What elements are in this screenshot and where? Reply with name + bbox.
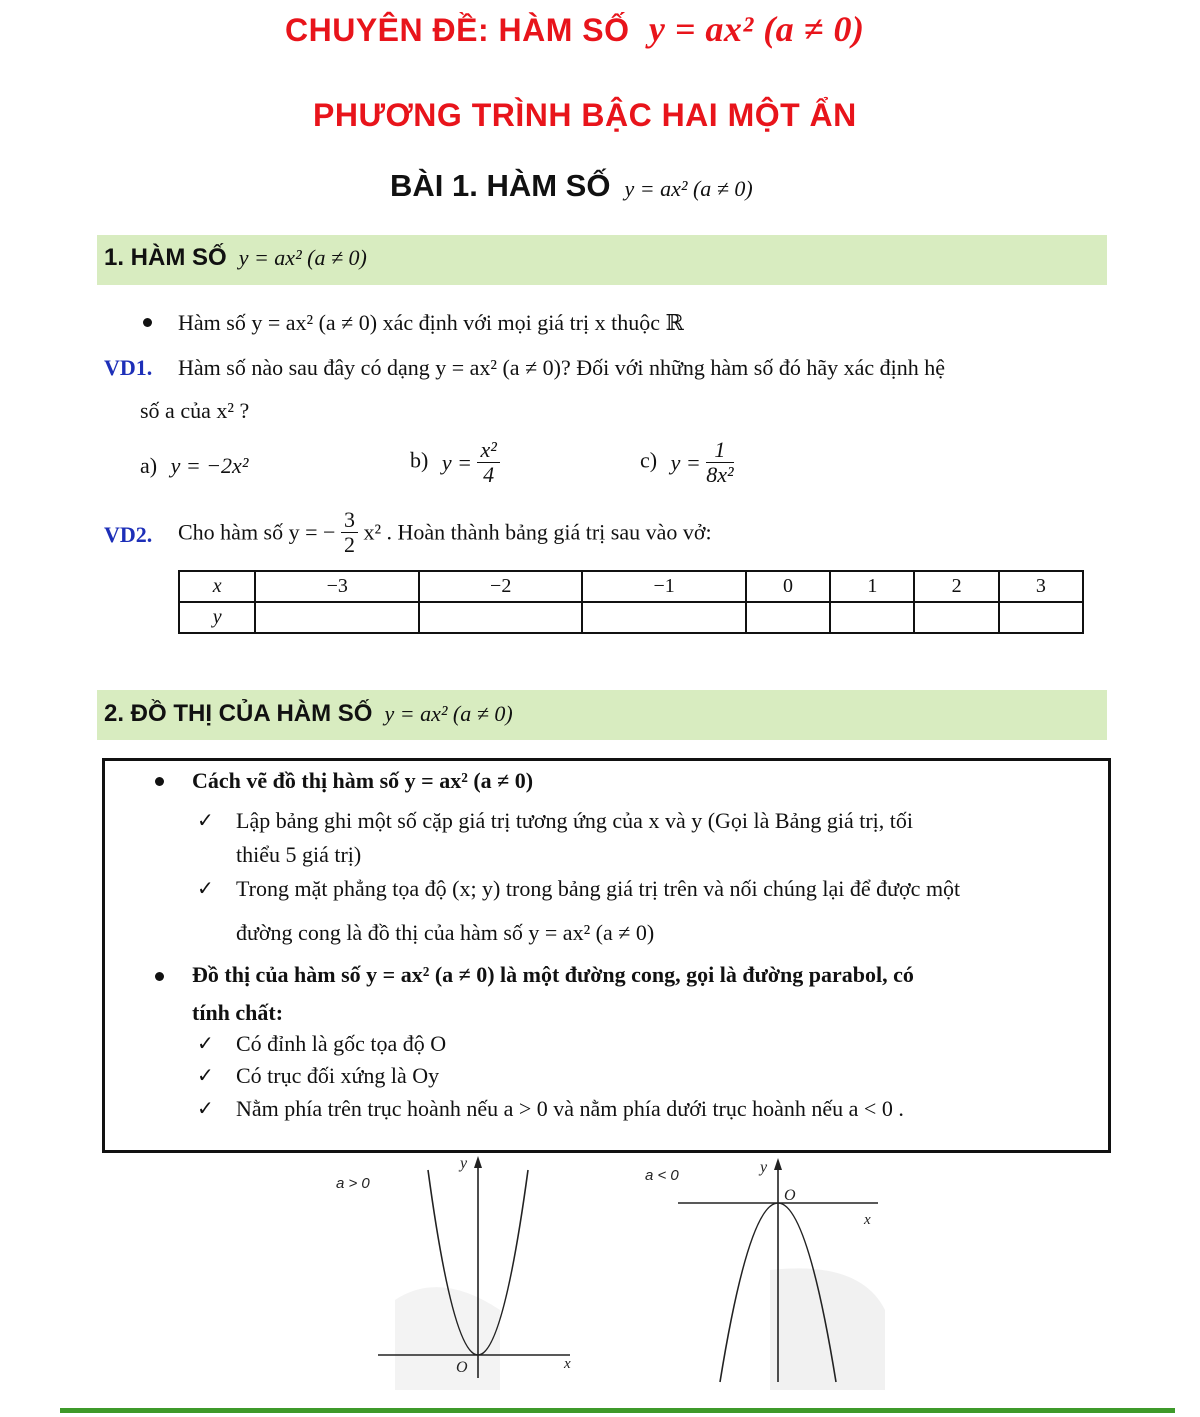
bullet-dot	[155, 777, 164, 786]
property-axis: Có trục đối xứng là Oy	[236, 1063, 440, 1088]
value-table	[178, 570, 1084, 634]
table-cell: 2	[914, 571, 998, 602]
check-icon: ✓	[197, 1096, 214, 1120]
check-icon: ✓	[197, 1031, 214, 1055]
bullet-dot	[155, 972, 164, 981]
lesson-title	[390, 168, 753, 204]
table-cell	[582, 602, 745, 633]
table-cell: −1	[582, 571, 745, 602]
box-bullet-1: Cách vẽ đồ thị hàm số y = ax² (a ≠ 0)	[192, 768, 534, 793]
table-row-y	[179, 602, 1083, 633]
parabola-graphs	[300, 1150, 920, 1390]
main-title-text: CHUYÊN ĐỀ: HÀM SỐ	[285, 12, 630, 48]
vd2-denominator: 2	[343, 532, 355, 557]
section1-heading	[104, 244, 367, 272]
vd1-line1: Hàm số nào sau đây có dạng y = ax² (a ≠ 0)? Đối với những hàm số đó hãy xác định hệ	[178, 355, 946, 380]
footer-rule	[60, 1408, 1175, 1413]
check-icon: ✓	[197, 808, 214, 832]
vd2-label: VD2.	[104, 522, 153, 547]
option-b-denominator: 4	[483, 462, 495, 487]
option-c	[640, 438, 734, 487]
subtitle	[313, 97, 857, 134]
box-bullet-2-line2: tính chất:	[192, 1000, 284, 1025]
vd2-post: x² . Hoàn thành bảng giá trị sau vào vở:	[363, 519, 712, 545]
watermark-shape	[395, 1287, 500, 1390]
check-icon: ✓	[197, 1063, 214, 1087]
table-cell: x	[179, 571, 255, 602]
option-a-label: a)	[140, 453, 158, 478]
section1-heading-text: 1. HÀM SỐ	[104, 244, 227, 271]
table-cell: 0	[746, 571, 830, 602]
section2-heading	[104, 700, 513, 728]
option-c-fraction	[706, 438, 733, 487]
table-cell	[419, 602, 582, 633]
table-cell: 3	[999, 571, 1083, 602]
property-position: Nằm phía trên trục hoành nếu a > 0 và nằm phía dưới trục hoành nếu a < 0 .	[236, 1096, 904, 1121]
subtitle-text: PHƯƠNG TRÌNH BẬC HAI MỘT ẨN	[313, 97, 857, 133]
graph-right-origin: O	[784, 1187, 796, 1204]
vd1-label: VD1.	[104, 355, 153, 380]
table-cell: y	[179, 602, 255, 633]
option-a-formula: y = −2x²	[170, 453, 249, 478]
table-cell	[999, 602, 1083, 633]
table-cell: 1	[830, 571, 914, 602]
table-cell: −2	[419, 571, 582, 602]
graph-left-x-label: x	[564, 1356, 571, 1372]
section1-heading-formula: y = ax² (a ≠ 0)	[238, 245, 367, 270]
lesson-title-text: BÀI 1. HÀM SỐ	[390, 168, 611, 203]
y-axis-arrow-icon	[474, 1156, 482, 1168]
graph-left-origin: O	[456, 1359, 468, 1376]
lesson-title-formula: y = ax² (a ≠ 0)	[624, 176, 753, 201]
box-check-2-line1: Trong mặt phẳng tọa độ (x; y) trong bảng giá trị trên và nối chúng lại để được một	[236, 876, 961, 901]
bullet-dot	[143, 318, 152, 327]
table-cell	[255, 602, 418, 633]
option-b-label: b)	[410, 447, 429, 473]
vd1-line2: số a của x² ?	[140, 398, 250, 423]
vd2-fraction	[341, 508, 358, 557]
box-bullet-2-line1: Đồ thị của hàm số y = ax² (a ≠ 0) là một đường cong, gọi là đường parabol, có	[192, 962, 914, 987]
box-check-1-line1: Lập bảng ghi một số cặp giá trị tương ứng của x và y (Gọi là Bảng giá trị, tối	[236, 808, 914, 833]
vd2-numerator: 3	[341, 508, 358, 533]
table-cell: −3	[255, 571, 418, 602]
main-title-formula: y = ax² (a ≠ 0)	[648, 9, 865, 49]
graph-left-y-label: y	[460, 1155, 468, 1172]
option-b-fraction	[477, 438, 499, 487]
section1-bullet: Hàm số y = ax² (a ≠ 0) xác định với mọi giá trị x thuộc ℝ	[178, 310, 684, 335]
box-check-1-line2: thiểu 5 giá trị)	[236, 842, 362, 867]
option-c-numerator: 1	[706, 438, 733, 463]
y-axis-arrow-icon	[774, 1158, 782, 1170]
option-a	[140, 453, 248, 479]
option-c-denominator: 8x²	[706, 462, 734, 487]
option-c-label: c)	[640, 447, 658, 473]
option-b-numerator: x²	[477, 438, 499, 463]
graph-left-label: a > 0	[336, 1175, 370, 1192]
section2-heading-formula: y = ax² (a ≠ 0)	[384, 701, 513, 726]
table-cell	[830, 602, 914, 633]
section2-heading-text: 2. ĐỒ THỊ CỦA HÀM SỐ	[104, 700, 373, 727]
option-c-lhs: y =	[670, 449, 701, 475]
table-cell	[914, 602, 998, 633]
main-title	[285, 8, 864, 50]
graph-right-y-label: y	[760, 1159, 768, 1176]
watermark-shape	[770, 1268, 885, 1390]
box-check-2-line2: đường cong là đồ thị của hàm số y = ax² (a ≠ 0)	[236, 920, 655, 945]
table-row-x	[179, 571, 1083, 602]
property-vertex: Có đỉnh là gốc tọa độ O	[236, 1031, 447, 1056]
option-b-lhs: y =	[441, 449, 472, 475]
graph-right-x-label: x	[864, 1212, 871, 1228]
option-b	[410, 438, 500, 487]
vd2-pre: Cho hàm số y = −	[178, 519, 336, 545]
table-cell	[746, 602, 830, 633]
check-icon: ✓	[197, 876, 214, 900]
graph-right-label: a < 0	[645, 1167, 679, 1184]
vd2-text	[178, 508, 712, 557]
